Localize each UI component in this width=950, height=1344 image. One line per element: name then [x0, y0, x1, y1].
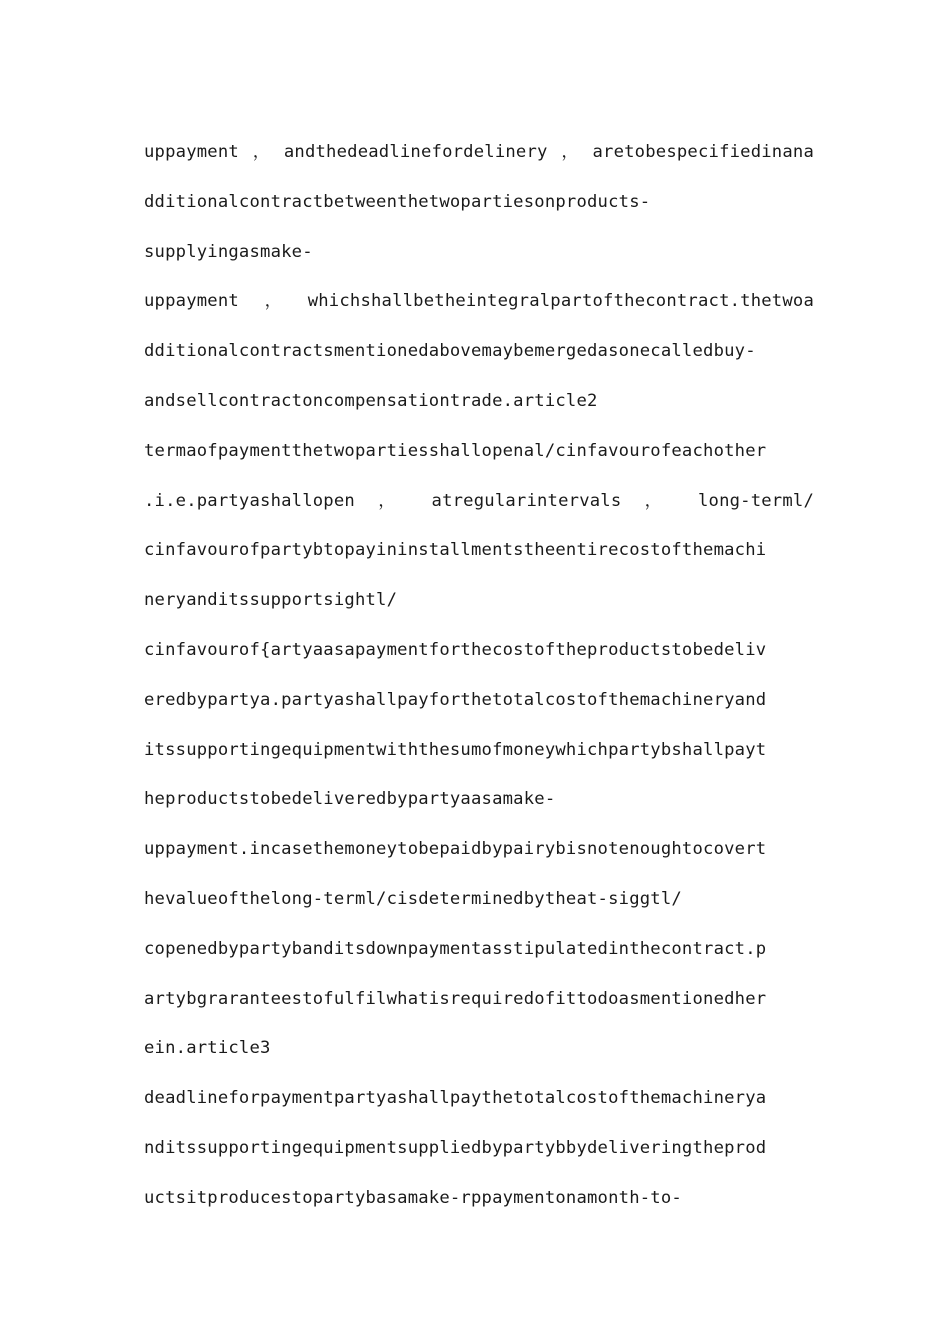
text-line: uppayment，whichshallbetheintegralpartofthecontract.thetwoa — [144, 291, 814, 312]
text-line: uppayment，andthedeadlinefordelinery，aretobespecifiedinana — [144, 142, 814, 162]
text-line: uppayment.incasethemoneytobepaidbypairybisnotenoughtocovert — [144, 839, 767, 860]
text-line: cinfavourof{artyaasapaymentforthecostoftheproductstobedeliv — [144, 639, 767, 660]
text-line: hevalueofthelong-terml/cisdeterminedbytheat-siggtl/ — [144, 888, 682, 909]
text-line: termaofpaymentthetwopartiesshallopenal/cinfavourofeachother — [144, 440, 767, 461]
text-line: copenedbypartybanditsdownpaymentasstipulatedinthecontract.p — [144, 938, 767, 959]
body-text — [144, 135, 814, 1231]
text-line: .i.e.partyashallopen ， atregularintervals ， long-terml/ — [144, 490, 814, 511]
text-line: uctsitproducestopartybasamake-rppaymentonamonth-to- — [144, 1187, 682, 1208]
text-line: itssupportingequipmentwiththesumofmoneywhichpartybshallpayt — [144, 739, 767, 760]
text-line: supplyingasmake- — [144, 241, 313, 262]
text-line: cinfavourofpartybtopayininstallmentstheentirecostofthemachi — [144, 540, 767, 561]
text-line: artybgraranteestofulfilwhatisrequiredofittodoasmentionedher — [144, 988, 767, 1009]
text-line: eredbypartya.partyashallpayforthetotalcostofthemachineryand — [144, 689, 767, 710]
text-line: ein.article3 — [144, 1038, 271, 1059]
text-line: andsellcontractoncompensationtrade.article2 — [144, 390, 598, 411]
text-line: dditionalcontractsmentionedabovemaybemergedasonecalledbuy- — [144, 341, 756, 362]
text-line: neryanditssupportsightl/ — [144, 590, 398, 611]
text-line: heproductstobedeliveredbypartyaasamake- — [144, 789, 556, 810]
text-line: deadlineforpaymentpartyashallpaythetotalcostofthemachinerya — [144, 1088, 767, 1109]
text-line: dditionalcontractbetweenthetwopartiesonproducts- — [144, 191, 651, 212]
text-line: nditssupportingequipmentsuppliedbypartybbydeliveringtheprod — [144, 1137, 767, 1158]
